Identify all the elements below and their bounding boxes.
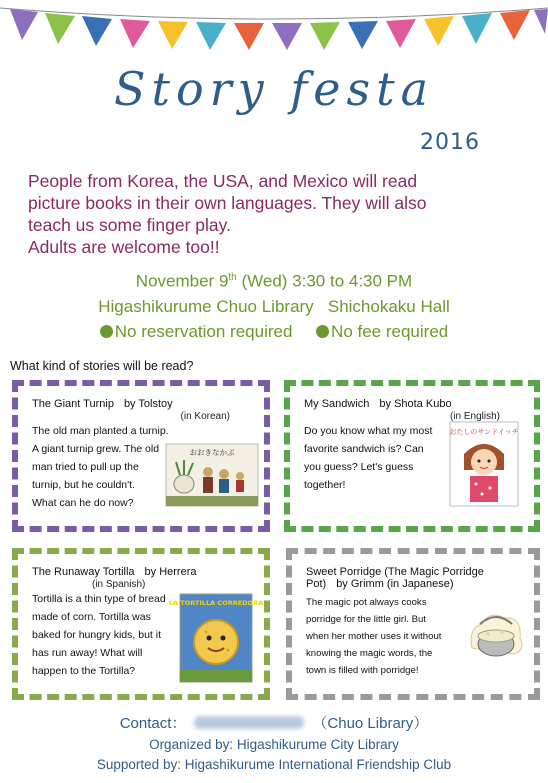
story-line: made of corn. Tortilla was [32, 611, 151, 623]
contact-line [0, 712, 548, 733]
event-location: Higashikurume Chuo Library Shichokaku Hall [98, 296, 450, 316]
page-title: Story festa [113, 62, 435, 116]
story-card-runaway-tortilla [12, 548, 270, 700]
story-header [32, 398, 250, 410]
story-header [306, 566, 520, 590]
story-author: by Grimm (in Japanese) [336, 578, 454, 590]
book-cover-title: おたしのサンドイッチ [449, 428, 519, 436]
story-title-line2: Pot) [306, 578, 327, 590]
story-line: turnip, but he couldn't. [32, 479, 135, 491]
book-cover-runaway-tortilla [168, 594, 264, 682]
story-line: Tortilla is a thin type of bread [32, 593, 166, 605]
story-title: Sweet Porridge (The Magic Porridge [306, 566, 484, 578]
supported-by: Supported by: Higashikurume International Friendship Club [96, 757, 452, 772]
story-line: when her mother uses it without [306, 631, 442, 642]
story-line: A giant turnip grew. The old [32, 443, 160, 455]
story-title: The Runaway Tortilla [32, 566, 135, 578]
story-line: baked for hungry kids, but it [32, 629, 161, 641]
story-line: together! [304, 479, 346, 491]
story-author: by Shota Kubo [379, 398, 452, 410]
note-no-fee: No fee required [331, 321, 449, 341]
story-card-my-sandwich [284, 380, 540, 532]
intro-line: Adults are welcome too!! [28, 237, 220, 257]
story-description [32, 590, 174, 680]
contact-place: （Chuo Library） [312, 715, 429, 732]
story-line: What can he do now? [32, 497, 134, 509]
story-card-giant-turnip [12, 380, 270, 532]
story-line: man tried to pull up the [32, 461, 139, 473]
story-line: knowing the magic words, the [306, 648, 433, 659]
intro-line: People from Korea, the USA, and Mexico will read [28, 171, 418, 191]
story-author: by Herrera [144, 566, 197, 578]
intro-line: teach us some finger play. [28, 215, 231, 235]
event-date-main: November 9 [135, 271, 229, 291]
story-author: by Tolstoy [123, 398, 173, 410]
year-label: 2016 [420, 130, 480, 155]
story-line: town is filled with porridge! [306, 665, 419, 676]
story-title: My Sandwich [304, 398, 370, 410]
story-line: The magic pot always cooks [306, 597, 427, 608]
story-header [32, 566, 250, 578]
note-no-reservation: No reservation required [114, 321, 293, 341]
story-title: The Giant Turnip [32, 398, 114, 410]
bunting-decoration [0, 0, 548, 50]
story-line: has run away! What will [32, 647, 143, 659]
story-language: (in Spanish) [92, 579, 146, 590]
event-date-time: (Wed) 3:30 to 4:30 PM [236, 271, 413, 291]
bullet-dot-icon [100, 325, 113, 338]
story-line: happen to the Tortilla? [32, 665, 136, 677]
story-line: The old man planted a turnip. [32, 425, 169, 437]
event-notes [0, 319, 548, 344]
event-date-sup: th [228, 272, 237, 283]
book-cover-title: おおきなかぶ [189, 448, 235, 457]
story-language: (in Korean) [180, 411, 230, 422]
organized-by: Organized by: Higashikurume City Library [149, 737, 399, 752]
redacted-phone [194, 716, 304, 729]
book-cover-title: LA TORTILLA CORREDORA [168, 599, 264, 607]
illustration-porridge-pot [464, 604, 528, 662]
intro-text [28, 170, 528, 258]
story-description [306, 594, 464, 679]
section-question: What kind of stories will be read? [10, 359, 194, 373]
story-title-cont [306, 578, 520, 590]
story-line: you guess? Let's guess [304, 461, 414, 473]
book-cover-giant-turnip [166, 444, 258, 506]
story-line: porridge for the little girl. But [306, 614, 426, 625]
story-language: (in English) [449, 411, 500, 422]
story-line: favorite sandwich is? Can [304, 443, 424, 455]
event-info [0, 265, 548, 344]
intro-line: picture books in their own languages. They will also [28, 193, 427, 213]
story-line: Do you know what my most [304, 425, 433, 437]
story-card-sweet-porridge [286, 548, 540, 700]
event-date [0, 265, 548, 294]
bullet-dot-icon [316, 325, 329, 338]
story-header [304, 398, 520, 410]
contact-label: Contact： [119, 715, 187, 732]
book-cover-my-sandwich [450, 422, 518, 506]
